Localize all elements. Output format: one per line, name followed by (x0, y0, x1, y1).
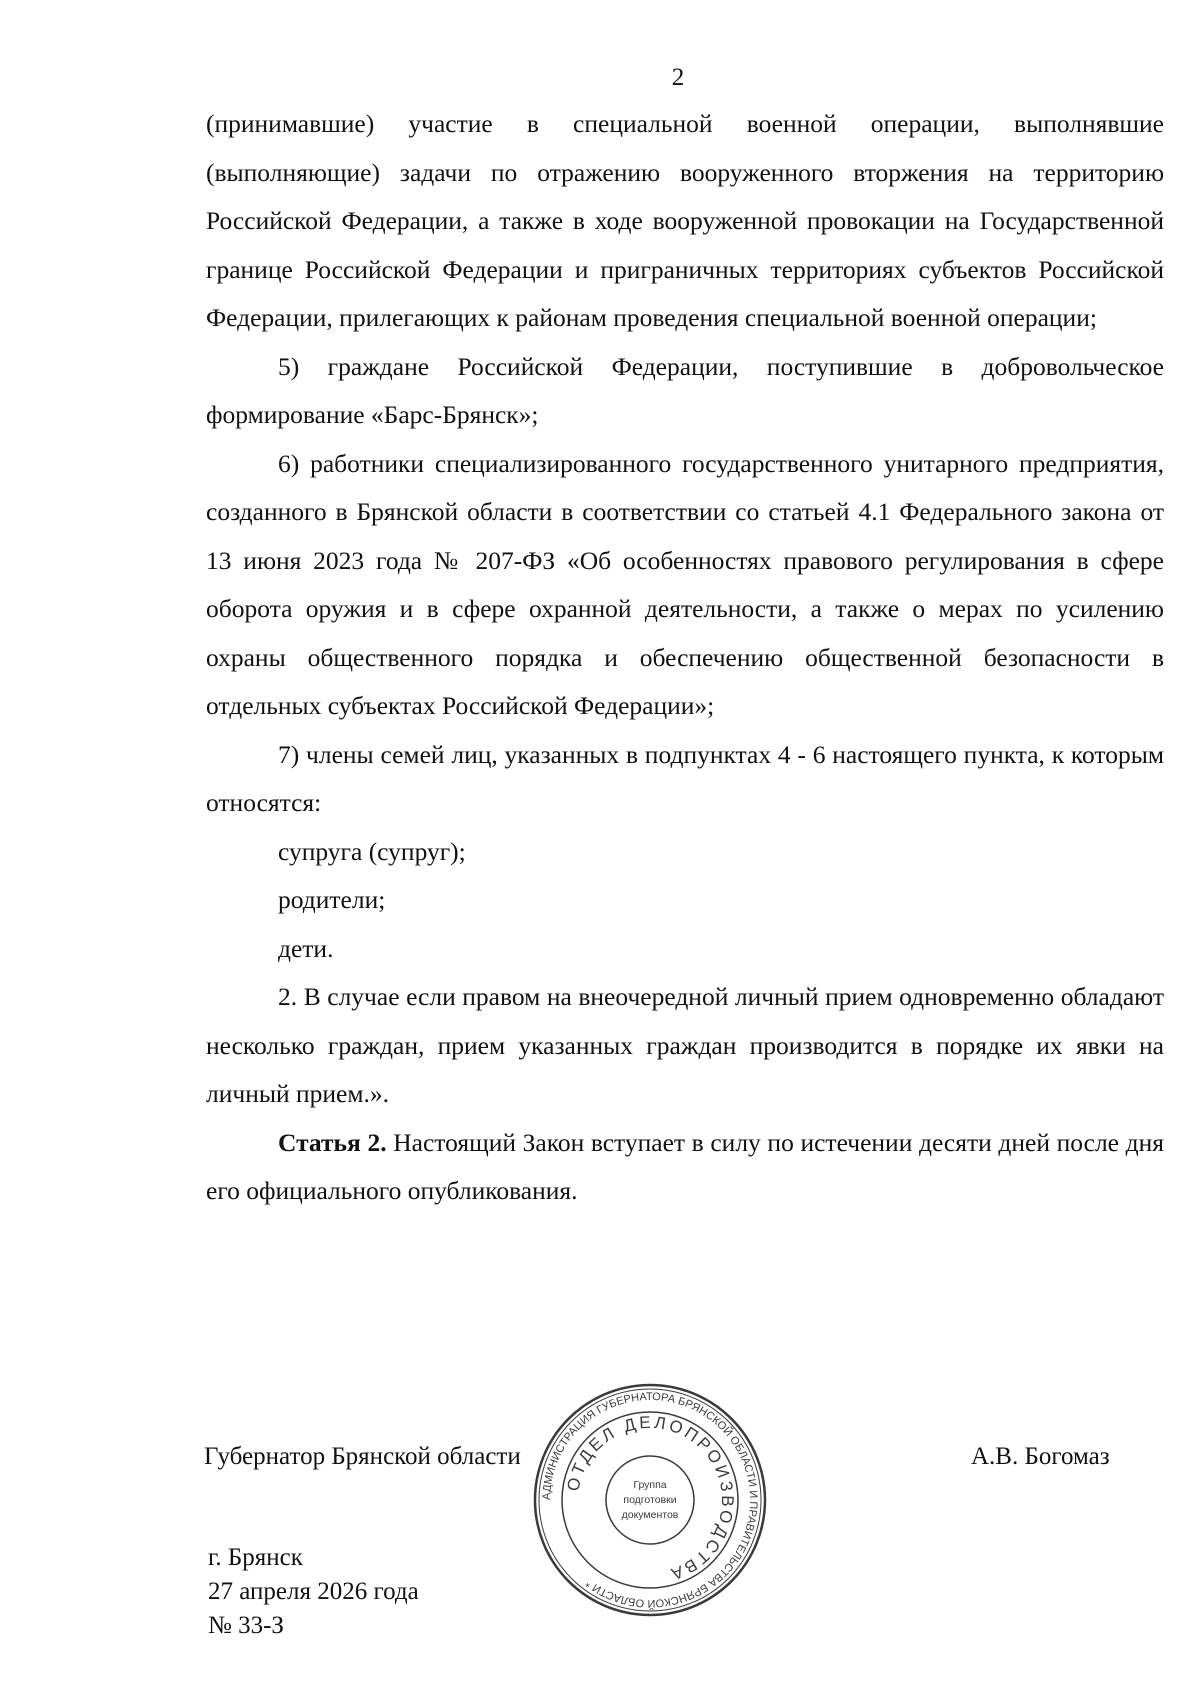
seal-graphic (532, 1382, 768, 1618)
article-2 (206, 1119, 1164, 1216)
seal-outer-text: АДМИНИСТРАЦИЯ ГУБЕРНАТОРА БРЯНСКОЙ ОБЛАСТИ И ПРАВИТЕЛЬСТВА БРЯНСКОЙ ОБЛАСТИ * (540, 1390, 760, 1610)
seal-center-line-2: подготовки (623, 1494, 677, 1506)
paragraph-item-5: 5) граждане Российской Федерации, поступившие в добровольческое формирование «Барс-Брянск»; (206, 351, 1164, 429)
article-2-text: Настоящий Закон вступает в силу по истечении десяти дней после дня его официального опубликования. (206, 1127, 1164, 1205)
date: 27 апреля 2026 года (208, 1578, 419, 1605)
law-number: № 33-З (208, 1612, 284, 1639)
seal-center-line-3: документов (621, 1509, 679, 1521)
article-2-label: Статья 2. (278, 1127, 387, 1157)
list-item-parents: родители; (278, 885, 386, 914)
place-date-block (208, 1541, 419, 1643)
signature-name: А.В. Богомаз (971, 1443, 1110, 1470)
official-seal (532, 1382, 768, 1618)
paragraph-item-7: 7) члены семей лиц, указанных в подпунктах 4 - 6 настоящего пункта, к которым относятся: (206, 739, 1164, 817)
paragraph-item-6: 6) работники специализированного государственного унитарного предприятия, созданного в Брянской области в соответствии со статьей 4.1 Федерального закона от 13 июня 2023 года № 207-ФЗ «Об особенностях правового регулирования в сфере оборота оружия и в сфере охранной деятельности, а также о мерах по усилению охраны общественного порядка и обеспечению общественной безопасности в отдельных субъектах Российской Федерации»; (206, 448, 1164, 720)
seal-inner-text: ОТДЕЛ ДЕЛОПРОИЗВОДСТВА (563, 1412, 738, 1585)
list-item-spouse: супруга (супруг); (278, 836, 466, 866)
list-item-children: дети. (278, 933, 334, 963)
place: г. Брянск (208, 1544, 303, 1571)
paragraph-point-2: 2. В случае если правом на внеочередной личный прием одновременно обладают несколько граждан, прием указанных граждан производится в порядке их явки на личный прием.». (206, 982, 1164, 1108)
seal-center-line-1: Группа (633, 1479, 667, 1491)
page-number: 2 (671, 64, 685, 91)
signature-title: Губернатор Брянской области (204, 1443, 521, 1470)
paragraph-continuation: (принимавшие) участие в специальной военной операции, выполнявшие (выполняющие) задачи по отражению вооруженного вторжения на территорию Российской Федерации, а также в ходе вооруженной провокации на Государственной границе Российской Федерации и приграничных территориях субъектов Российской Федерации, прилегающих к районам проведения специальной военной операции; (206, 109, 1164, 332)
document-body (206, 100, 1164, 1216)
